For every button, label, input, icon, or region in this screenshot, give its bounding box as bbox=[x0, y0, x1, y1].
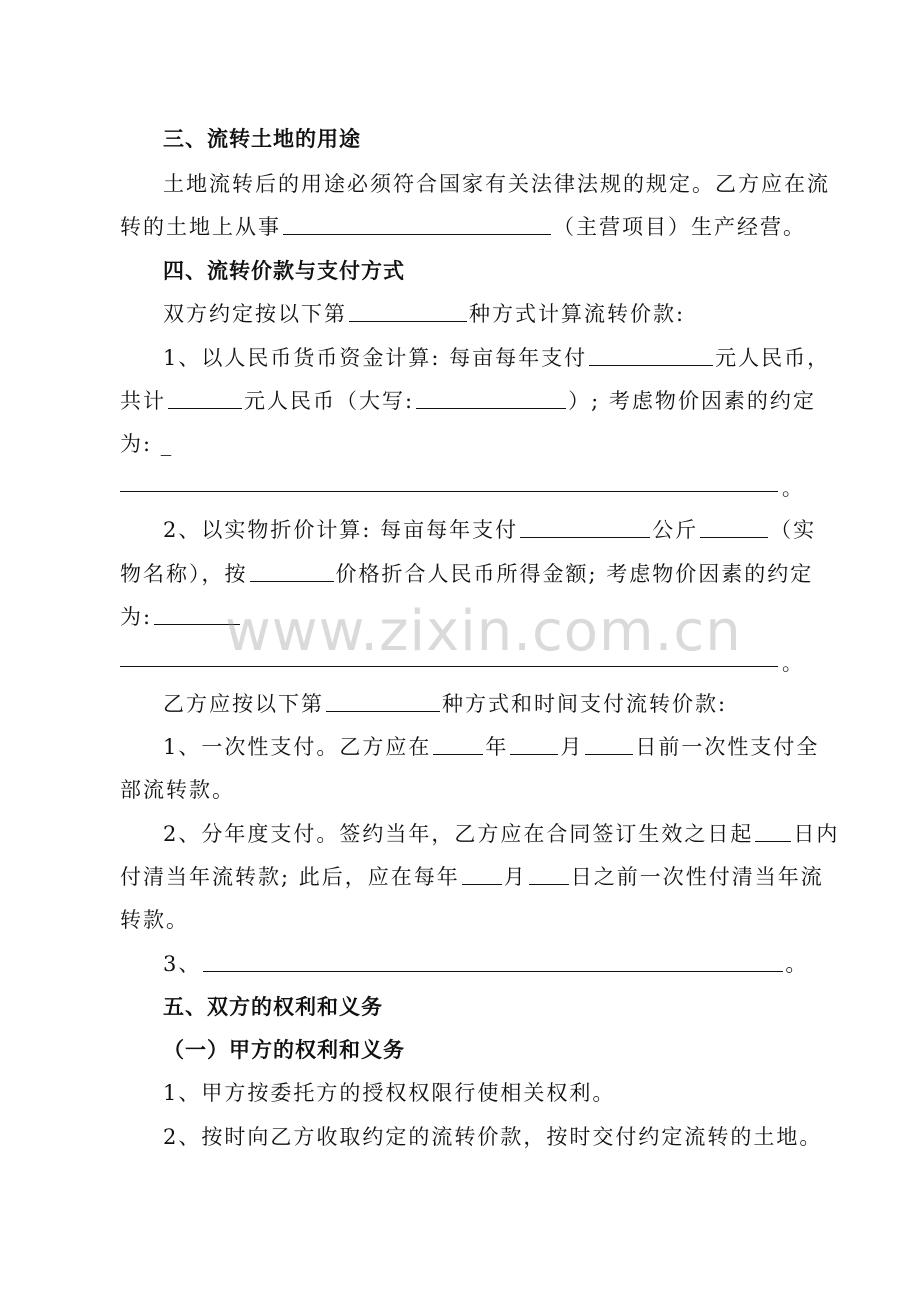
blank-main-project bbox=[283, 205, 551, 235]
paragraph-line bbox=[163, 1071, 800, 1115]
text: 1、以人民币货币资金计算: 每亩每年支付 bbox=[163, 346, 588, 370]
text: 价格折合人民币所得金额; 考虑物价因素的约定 bbox=[335, 562, 814, 586]
paragraph-line bbox=[120, 898, 800, 942]
blank-other-method bbox=[203, 942, 783, 972]
period-mark: 。 bbox=[782, 651, 802, 675]
text: 月 bbox=[503, 865, 527, 889]
text: 物名称），按 bbox=[120, 562, 248, 586]
section-5-title: 五、双方的权利和义务 bbox=[163, 995, 383, 1019]
text: 元人民币（大写: bbox=[244, 389, 415, 413]
section-3-title: 三、流转土地的用途 bbox=[163, 127, 361, 151]
paragraph-line bbox=[163, 725, 820, 769]
paragraph-line bbox=[163, 682, 800, 726]
text: 共计 bbox=[120, 389, 166, 413]
blank-payment-method bbox=[326, 682, 440, 712]
paragraph-line bbox=[163, 162, 830, 206]
text: 土地流转后的用途必须符合国家有关法律法规的规定。乙方应在流 bbox=[163, 172, 830, 196]
text: 转款。 bbox=[120, 908, 189, 932]
paragraph-line bbox=[163, 336, 831, 380]
text: （实 bbox=[770, 518, 817, 542]
blank-cash-uppercase bbox=[416, 379, 566, 409]
text: 日内 bbox=[793, 822, 840, 846]
text: 2、按时向乙方收取约定的流转价款，按时交付约定流转的土地。 bbox=[163, 1125, 823, 1149]
text: 双方约定按以下第 bbox=[163, 302, 347, 326]
paragraph-line bbox=[163, 812, 840, 856]
blank-price-method bbox=[349, 292, 467, 322]
text: （主营项目）生产经营。 bbox=[553, 215, 806, 239]
text: 2、分年度支付。签约当年，乙方应在合同签订生效之日起 bbox=[163, 822, 754, 846]
paragraph-line bbox=[120, 552, 814, 596]
blank-day bbox=[585, 725, 633, 755]
text: 年 bbox=[485, 735, 509, 759]
text: 付清当年流转款; 此后，应在每年 bbox=[120, 865, 460, 889]
paragraph-line bbox=[163, 1115, 823, 1159]
blank-month bbox=[510, 725, 558, 755]
text: 种方式计算流转价款: bbox=[469, 302, 686, 326]
text: 日前一次性支付全 bbox=[635, 735, 820, 759]
blank-goods-kg bbox=[700, 508, 768, 538]
text: 。 bbox=[785, 952, 809, 976]
blank-days bbox=[755, 812, 791, 842]
paragraph-line bbox=[163, 292, 800, 336]
paragraph-line bbox=[163, 942, 809, 986]
paragraph-line bbox=[163, 508, 817, 552]
text: 部流转款。 bbox=[120, 778, 235, 802]
text: 种方式和时间支付流转价款: bbox=[442, 692, 728, 716]
blank-annual-day bbox=[529, 855, 569, 885]
blank-year bbox=[433, 725, 483, 755]
text: 公斤 bbox=[652, 518, 699, 542]
text: 日之前一次性付清当年流 bbox=[570, 865, 824, 889]
text: 1、甲方按委托方的授权权限行使相关权利。 bbox=[163, 1081, 616, 1105]
paragraph-line bbox=[120, 855, 824, 899]
text: 2、以实物折价计算: 每亩每年支付 bbox=[163, 518, 519, 542]
text: ）; 考虑物价因素的约定 bbox=[568, 389, 816, 413]
text: 转的土地上从事 bbox=[120, 215, 281, 239]
text: 3、 bbox=[163, 952, 202, 976]
text: 1、一次性支付。乙方应在 bbox=[163, 735, 432, 759]
blank-goods-price bbox=[250, 552, 334, 582]
blank-full-line bbox=[120, 666, 778, 667]
period-mark: 。 bbox=[782, 476, 802, 500]
subsection-title: （一）甲方的权利和义务 bbox=[163, 1038, 405, 1062]
paragraph-line bbox=[120, 205, 806, 249]
paragraph-line bbox=[120, 768, 800, 812]
text: 元人民币， bbox=[715, 346, 831, 370]
blank-goods-per-mu bbox=[520, 508, 650, 538]
watermark: www.zixin.com.cn bbox=[225, 599, 742, 664]
text: 为: _ bbox=[120, 432, 174, 456]
text: 乙方应按以下第 bbox=[163, 692, 324, 716]
text: 为: bbox=[120, 605, 153, 629]
blank-cash-total bbox=[168, 379, 242, 409]
paragraph-line bbox=[120, 379, 816, 423]
blank-full-line bbox=[120, 491, 778, 492]
section-4-title: 四、流转价款与支付方式 bbox=[163, 259, 405, 283]
paragraph-line bbox=[120, 422, 800, 466]
blank-annual-month bbox=[462, 855, 502, 885]
text: 月 bbox=[560, 735, 584, 759]
blank-cash-per-mu bbox=[589, 336, 713, 366]
